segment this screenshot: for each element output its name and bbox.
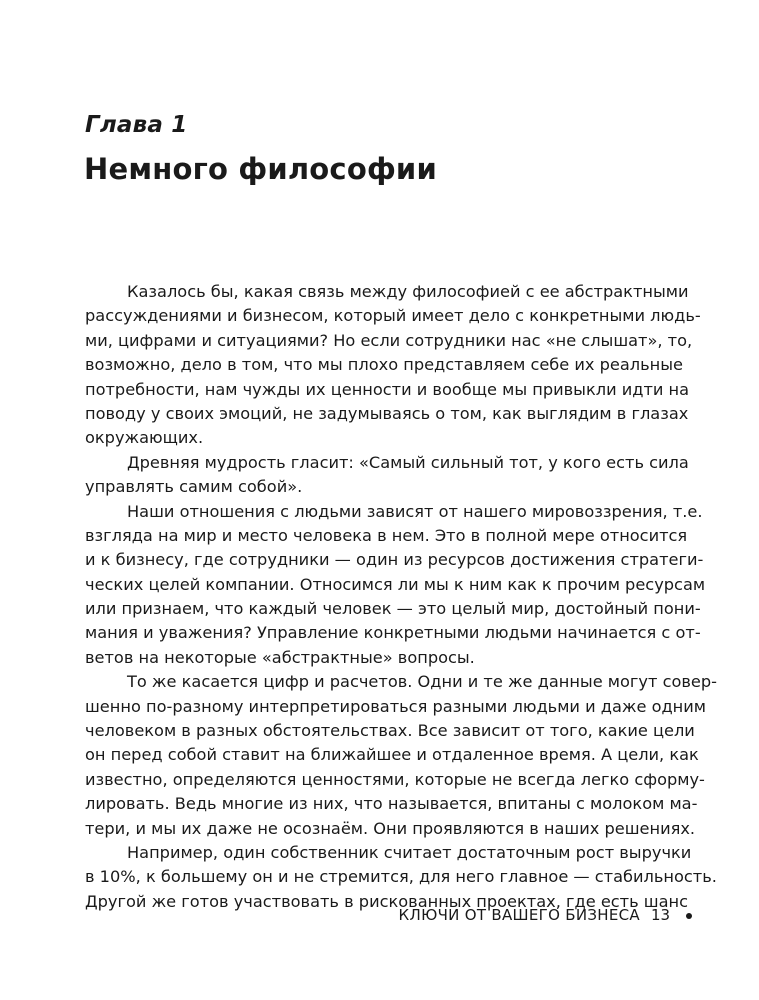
text-line: Например, один собственник считает достаточным рост выручки	[127, 842, 692, 862]
text-line: ческих целей компании. Относимся ли мы к ним как к прочим ресурсам	[85, 574, 706, 594]
text-line: окружающих.	[85, 428, 204, 448]
text-line: управлять самим собой».	[85, 477, 303, 497]
text-line: в 10%, к большему он и не стремится, для него главное — стабильность.	[85, 867, 717, 887]
text-line: или признаем, что каждый человек — это целый мир, достойный пони-	[85, 599, 701, 619]
text-line: рассуждениями и бизнесом, который имеет дело с конкретными людь-	[85, 306, 701, 326]
text-line: Другой же готов участвовать в рискованных проектах, где есть шанс	[85, 891, 689, 911]
running-footer-title: КЛЮЧИ ОТ ВАШЕГО БИЗНЕСА	[398, 906, 640, 924]
text-line: поводу у своих эмоций, не задумываясь о том, как выглядим в глазах	[85, 403, 689, 423]
text-line: Древняя мудрость гласит: «Самый сильный тот, у кого есть сила	[127, 452, 689, 472]
text-line: Наши отношения с людьми зависят от нашего мировоззрения, т.е.	[127, 501, 703, 521]
body-text	[85, 280, 717, 914]
text-line: человеком в разных обстоятельствах. Все зависит от того, какие цели	[85, 721, 695, 741]
text-line: он перед собой ставит на ближайшее и отдаленное время. А цели, как	[85, 745, 699, 765]
text-line: То же касается цифр и расчетов. Одни и те же данные могут совер-	[127, 672, 717, 692]
text-line: Казалось бы, какая связь между философией с ее абстрактными	[127, 282, 689, 301]
chapter-title: Немного философии	[84, 152, 437, 186]
text-line: шенно по-разному интерпретироваться разными людьми и даже одним	[85, 696, 706, 716]
text-line: и к бизнесу, где сотрудники — один из ресурсов достижения стратеги-	[85, 550, 704, 570]
text-line: ветов на некоторые «абстрактные» вопросы.	[85, 647, 475, 667]
text-line: тери, и мы их даже не осознаём. Они проявляются в наших решениях.	[85, 818, 696, 838]
text-line: мания и уважения? Управление конкретными людьми начинается с от-	[85, 623, 701, 643]
page-number: 13	[651, 906, 671, 924]
text-line: лировать. Ведь многие из них, что называется, впитаны с молоком ма-	[85, 794, 698, 814]
text-line: ми, цифрами и ситуациями? Но если сотрудники нас «не слышат», то,	[85, 330, 693, 350]
bullet-icon	[686, 913, 692, 919]
text-line: возможно, дело в том, что мы плохо представляем себе их реальные	[85, 355, 683, 375]
text-line: потребности, нам чужды их ценности и вообще мы привыкли идти на	[85, 379, 690, 399]
chapter-label: Глава 1	[85, 112, 188, 138]
text-line: известно, определяются ценностями, которые не всегда легко сформу-	[85, 769, 705, 789]
text-line: взгляда на мир и место человека в нем. Это в полной мере относится	[85, 525, 688, 545]
